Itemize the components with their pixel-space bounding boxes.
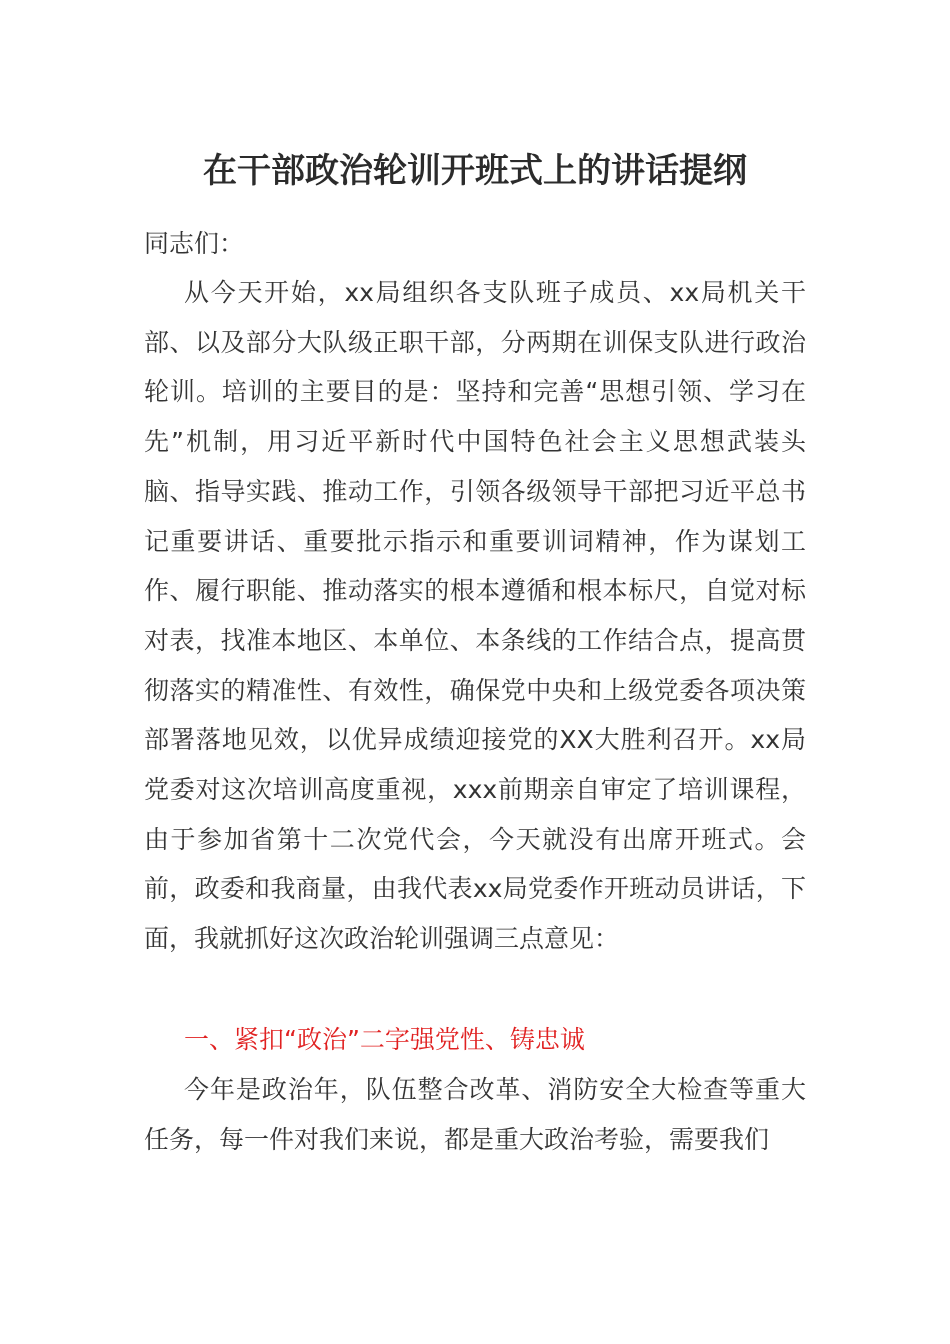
paragraph-opening: 从今天开始，xx局组织各支队班子成员、xx局机关干部、以及部分大队级正职干部，分两期在训保支队进行政治轮训。培训的主要目的是：坚持和完善“思想引领、学习在先”机制，用习近平新时代中国特色社会主义思想武装头脑、指导实践、推动工作，引领各级领导干部把习近平总书记重要讲话、重要批示指示和重要训词精神，作为谋划工作、履行职能、推动落实的根本遵循和根本标尺，自觉对标对表，找准本地区、本单位、本条线的工作结合点，提高贯彻落实的精准性、有效性，确保党中央和上级党委各项决策部署落地见效，以优异成绩迎接党的XX大胜利召开。xx局党委对这次培训高度重视，xxx前期亲自审定了培训课程，由于参加省第十二次党代会，今天就没有出席开班式。会前，政委和我商量，由我代表xx局党委作开班动员讲话，下面，我就抓好这次政治轮训强调三点意见：: [144, 278, 806, 954]
salutation: 同志们：: [144, 229, 245, 258]
section-heading-one: 一、紧扣“政治”二字强党性、铸忠诚: [184, 1025, 585, 1054]
document-title: 在干部政治轮训开班式上的讲话提纲: [203, 151, 747, 191]
paragraph-section-one: 今年是政治年，队伍整合改革、消防安全大检查等重大任务，每一件对我们来说，都是重大政治考验，需要我们: [144, 1075, 806, 1154]
